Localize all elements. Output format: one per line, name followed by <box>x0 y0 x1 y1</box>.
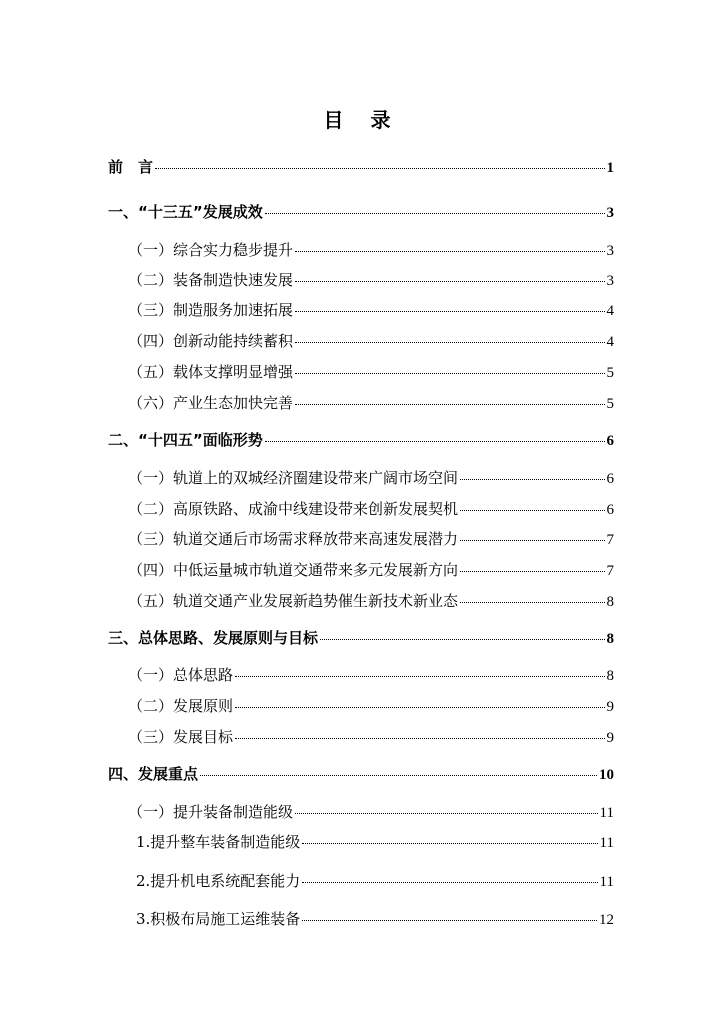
dot-leader <box>235 738 604 739</box>
toc-page-number: 8 <box>606 668 614 684</box>
toc-page-number: 12 <box>599 912 614 928</box>
dot-leader <box>302 843 597 844</box>
toc-entry-label: （五）轨道交通产业发展新趋势催生新技术新业态 <box>128 592 459 610</box>
toc-entry-chapter-1[interactable] <box>108 202 614 223</box>
dot-leader <box>155 168 604 169</box>
toc-entry-label: 四、发展重点 <box>108 765 199 783</box>
toc-entry-label: 2.提升机电系统配套能力 <box>136 872 301 890</box>
toc-entry-chapter-3[interactable] <box>108 628 614 649</box>
dot-leader <box>302 920 597 921</box>
toc-entry-subsection[interactable] <box>136 871 614 892</box>
toc-entry-section[interactable] <box>128 270 614 291</box>
toc-entry-foreword[interactable] <box>108 157 614 178</box>
toc-entry-label: （二）发展原则 <box>128 697 234 715</box>
toc-page-number: 7 <box>606 532 614 548</box>
toc-page-number: 10 <box>599 767 614 783</box>
dot-leader <box>302 882 597 883</box>
toc-entry-label: （二）高原铁路、成渝中线建设带来创新发展契机 <box>128 500 459 518</box>
toc-entry-label: （一）总体思路 <box>128 666 234 684</box>
toc-entry-section[interactable] <box>128 802 614 823</box>
toc-page-number: 11 <box>599 874 614 890</box>
toc-page-number: 9 <box>606 699 614 715</box>
toc-entry-label: （三）制造服务加速拓展 <box>128 301 294 319</box>
toc-entry-label: （四）中低运量城市轨道交通带来多元发展新方向 <box>128 561 459 579</box>
toc-entry-label: （五）载体支撑明显增强 <box>128 363 294 381</box>
dot-leader <box>295 373 604 374</box>
toc-entry-chapter-4[interactable] <box>108 764 614 785</box>
toc-entry-chapter-2[interactable] <box>108 430 614 451</box>
toc-entry-section[interactable] <box>128 727 614 748</box>
dot-leader <box>295 281 604 282</box>
toc-entry-section[interactable] <box>128 591 614 612</box>
dot-leader <box>265 441 605 442</box>
toc-page-number: 5 <box>606 396 614 412</box>
dot-leader <box>265 213 605 214</box>
toc-page-number: 9 <box>606 730 614 746</box>
toc-entry-label: （六）产业生态加快完善 <box>128 394 294 412</box>
toc-page-number: 3 <box>606 243 614 259</box>
toc-entry-section[interactable] <box>128 696 614 717</box>
toc-page-number: 11 <box>599 805 614 821</box>
toc-entry-section[interactable] <box>128 529 614 550</box>
toc-page-number: 4 <box>606 334 614 350</box>
dot-leader <box>235 707 604 708</box>
dot-leader <box>295 342 604 343</box>
toc-entry-section[interactable] <box>128 362 614 383</box>
toc-entry-label: 三、总体思路、发展原则与目标 <box>108 629 319 647</box>
toc-entry-label: （三）发展目标 <box>128 728 234 746</box>
toc-entry-label: 一、“十三五”发展成效 <box>108 203 263 221</box>
toc-page-number: 6 <box>606 502 614 518</box>
toc-entry-label: 前 言 <box>108 158 154 176</box>
toc-page-number: 6 <box>606 433 614 449</box>
toc-page-number: 7 <box>606 563 614 579</box>
toc-entry-label: 1.提升整车装备制造能级 <box>136 833 301 851</box>
toc-title: 目 录 <box>323 108 401 132</box>
toc-page-number: 4 <box>606 303 614 319</box>
toc-entry-label: 3.积极布局施工运维装备 <box>136 910 301 928</box>
toc-entry-label: （一）提升装备制造能级 <box>128 803 294 821</box>
dot-leader <box>460 571 604 572</box>
dot-leader <box>460 510 604 511</box>
toc-entry-section[interactable] <box>128 331 614 352</box>
toc-entry-section[interactable] <box>128 665 614 686</box>
toc-entry-section[interactable] <box>128 468 614 489</box>
toc-entry-label: （一）轨道上的双城经济圈建设带来广阔市场空间 <box>128 469 459 487</box>
dot-leader <box>460 540 604 541</box>
toc-page-number: 8 <box>606 631 614 647</box>
dot-leader <box>460 479 604 480</box>
toc-entry-label: （一）综合实力稳步提升 <box>128 241 294 259</box>
toc-entry-label: （二）装备制造快速发展 <box>128 271 294 289</box>
toc-entry-section[interactable] <box>128 300 614 321</box>
toc-entry-section[interactable] <box>128 393 614 414</box>
dot-leader <box>295 813 598 814</box>
toc-entry-section[interactable] <box>128 560 614 581</box>
toc-page-number: 11 <box>599 835 614 851</box>
toc-entry-label: （三）轨道交通后市场需求释放带来高速发展潜力 <box>128 530 459 548</box>
toc-entry-section[interactable] <box>128 499 614 520</box>
dot-leader <box>295 404 604 405</box>
toc-page-number: 5 <box>606 365 614 381</box>
toc-page-number: 6 <box>606 471 614 487</box>
toc-entry-subsection[interactable] <box>136 832 614 853</box>
dot-leader <box>460 602 604 603</box>
toc-page-number: 3 <box>606 273 614 289</box>
dot-leader <box>295 251 604 252</box>
toc-page-number: 1 <box>606 160 614 176</box>
toc-entry-label: （四）创新动能持续蓄积 <box>128 332 294 350</box>
toc-page-number: 3 <box>606 205 614 221</box>
dot-leader <box>295 311 604 312</box>
dot-leader <box>320 639 604 640</box>
dot-leader <box>235 676 604 677</box>
toc-page-number: 8 <box>606 594 614 610</box>
toc-entry-subsection[interactable] <box>136 909 614 930</box>
dot-leader <box>200 775 597 776</box>
toc-entry-label: 二、“十四五”面临形势 <box>108 431 263 449</box>
toc-entry-section[interactable] <box>128 240 614 261</box>
